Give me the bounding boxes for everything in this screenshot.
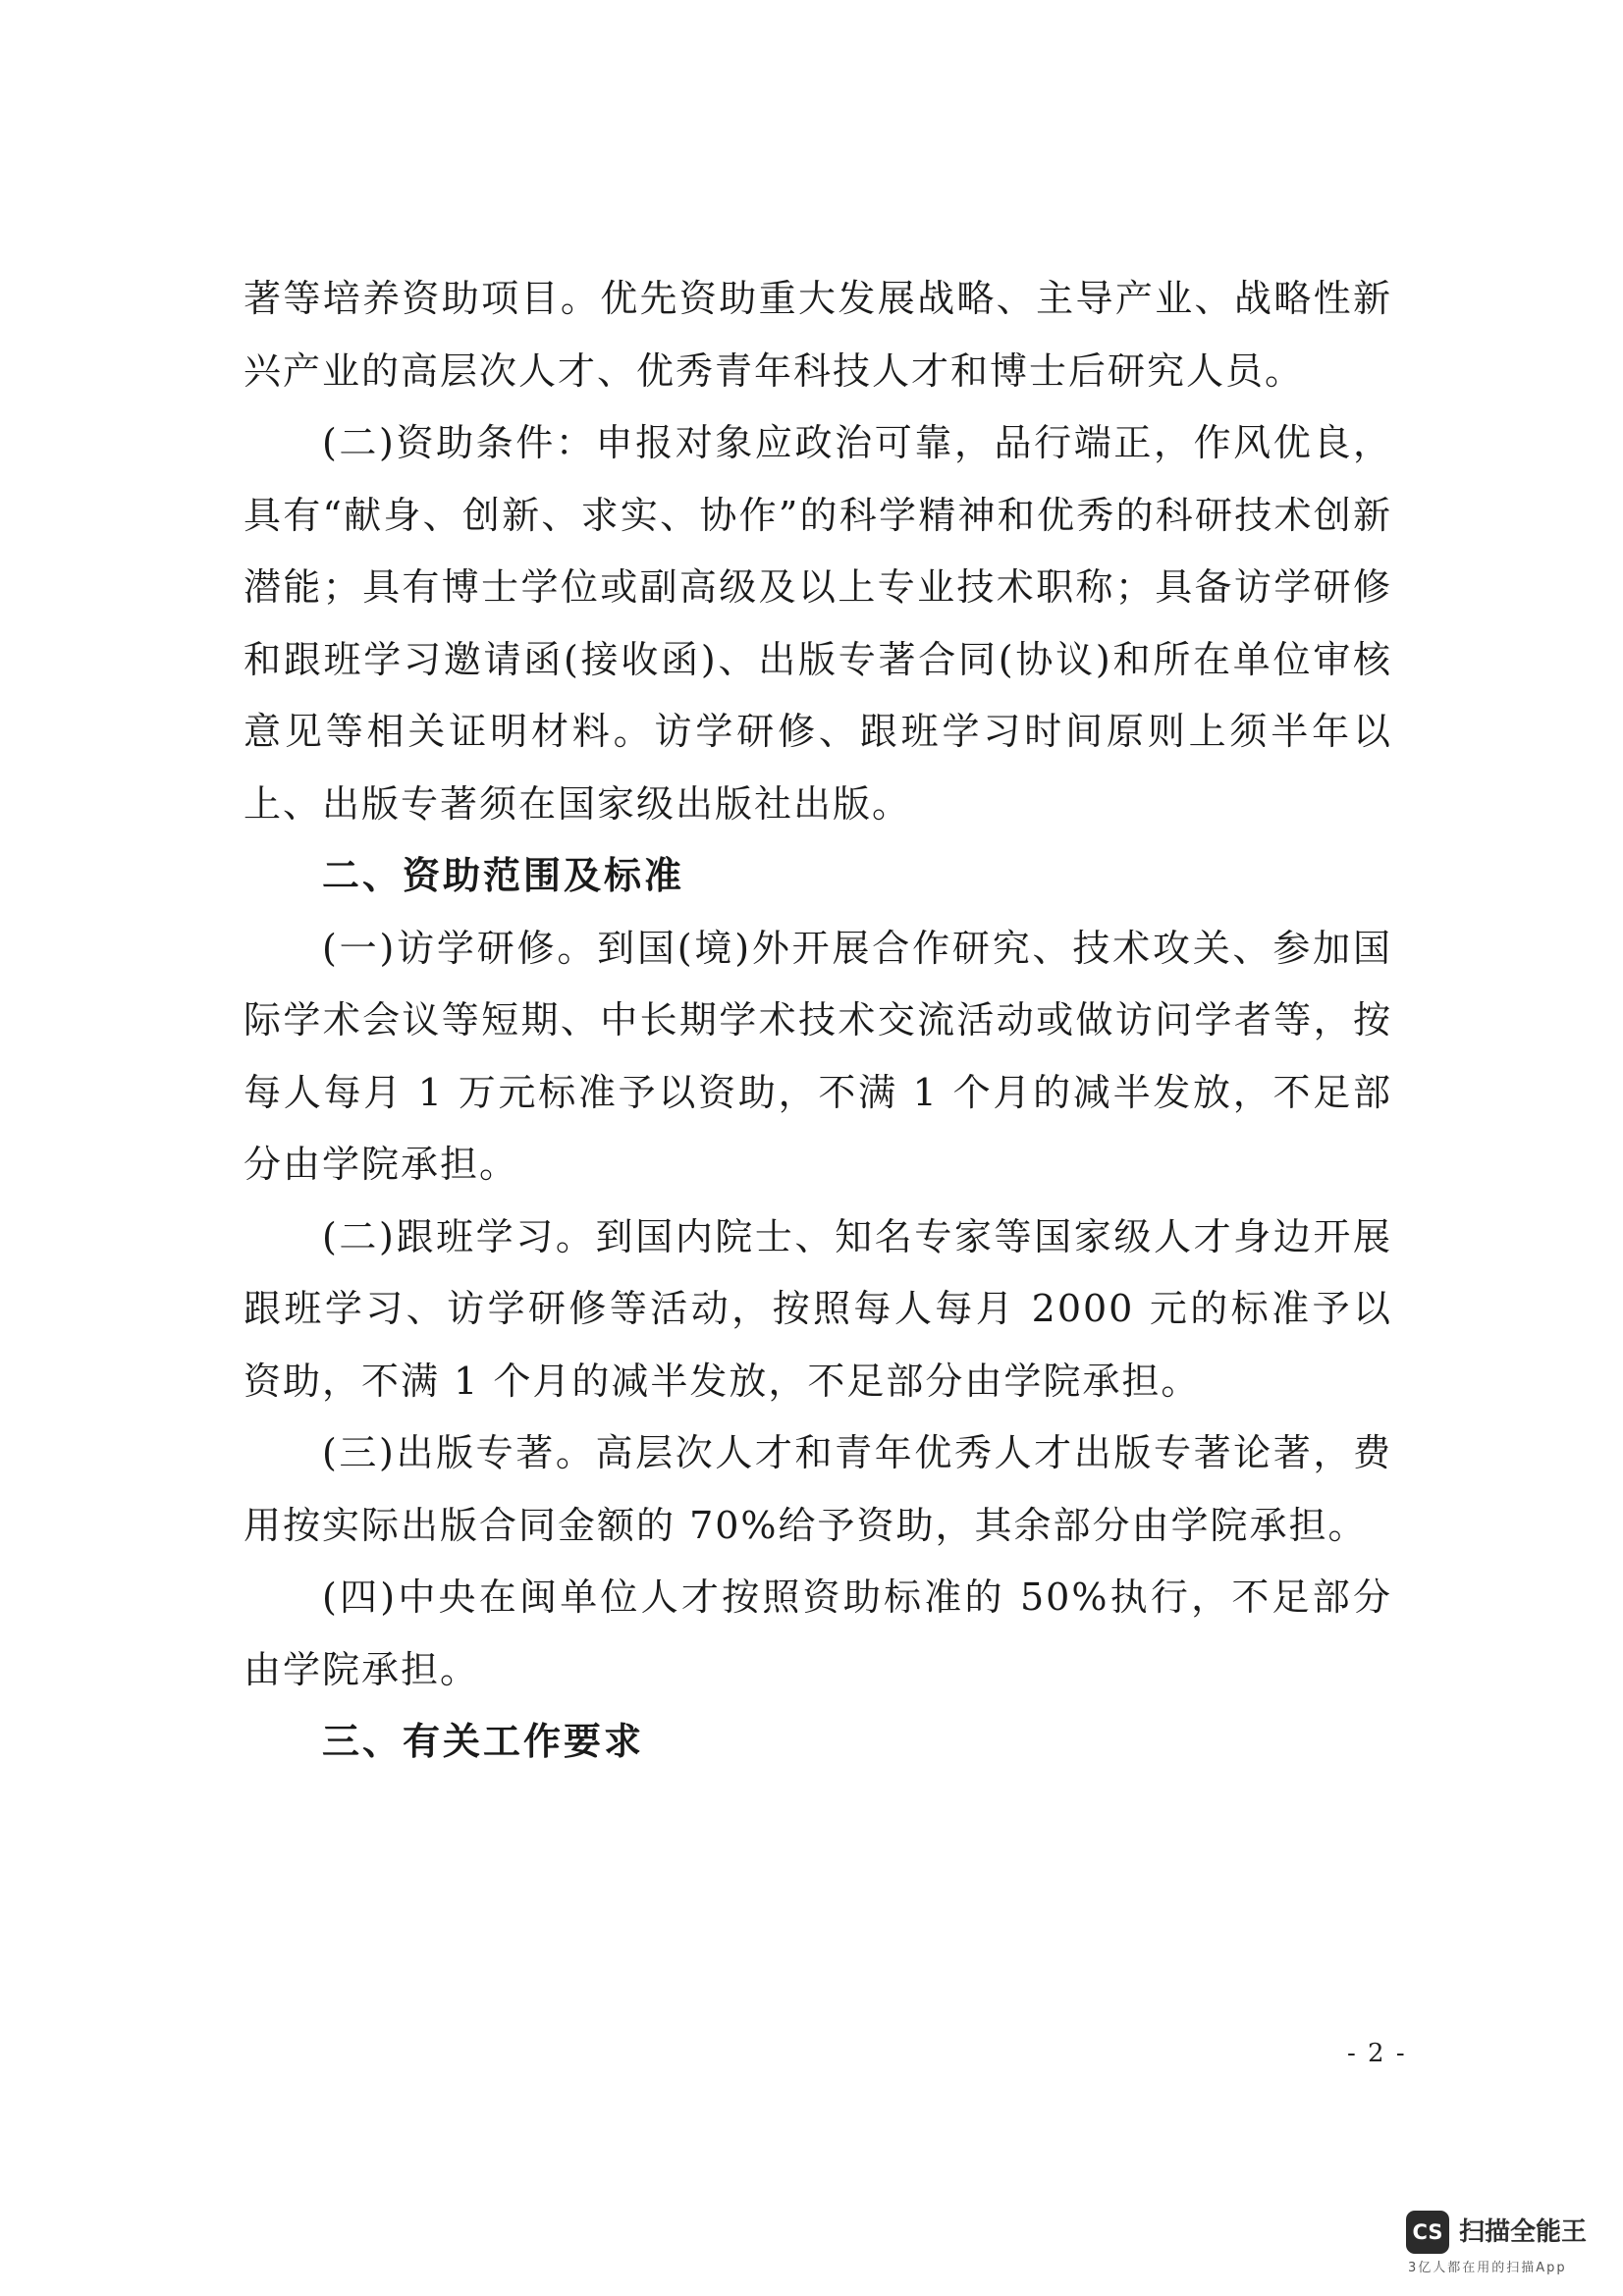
paragraph-central-units: (四)中央在闽单位人才按照资助标准的 50%执行，不足部分由学院承担。 bbox=[243, 1575, 1392, 1691]
camscanner-logo-icon: CS bbox=[1406, 2211, 1449, 2254]
paragraph-continuation: 著等培养资助项目。优先资助重大发展战略、主导产业、战略性新兴产业的高层次人才、优秀青年科技人才和博士后研究人员。 bbox=[243, 277, 1392, 393]
paragraph-publish-monograph: (三)出版专著。高层次人才和青年优秀人才出版专著论著，费用按实际出版合同金额的 70%给予资助，其余部分由学院承担。 bbox=[243, 1431, 1392, 1547]
scanner-watermark bbox=[1406, 2211, 1602, 2285]
section-heading-requirements: 三、有关工作要求 bbox=[322, 1720, 645, 1763]
paragraph-visiting-study: (一)访学研修。到国(境)外开展合作研究、技术攻关、参加国际学术会议等短期、中长期学术技术交流活动或做访问学者等，按每人每月 1 万元标准予以资助，不满 1 个月的减半发放，不足部分由学院承担。 bbox=[243, 926, 1392, 1186]
watermark-app-name: 扫描全能王 bbox=[1459, 2217, 1588, 2247]
page-number: - 2 - bbox=[1347, 2039, 1407, 2068]
watermark-tagline: 3亿人都在用的扫描App bbox=[1408, 2261, 1567, 2275]
paragraph-follow-study: (二)跟班学习。到国内院士、知名专家等国家级人才身边开展跟班学习、访学研修等活动，按照每人每月 2000 元的标准予以资助，不满 1 个月的减半发放，不足部分由学院承担。 bbox=[243, 1214, 1392, 1403]
document-body bbox=[243, 263, 1392, 1779]
paragraph-funding-conditions: (二)资助条件：申报对象应政治可靠，品行端正，作风优良，具有“献身、创新、求实、协作”的科学精神和优秀的科研技术创新潜能；具有博士学位或副高级及以上专业技术职称；具备访学研修和跟班学习邀请函(接收函)、出版专著合同(协议)和所在单位审核意见等相关证明材料。访学研修、跟班学习时间原则上须半年以上、出版专著须在国家级出版社出版。 bbox=[243, 421, 1392, 826]
section-heading-scope: 二、资助范围及标准 bbox=[322, 854, 685, 897]
